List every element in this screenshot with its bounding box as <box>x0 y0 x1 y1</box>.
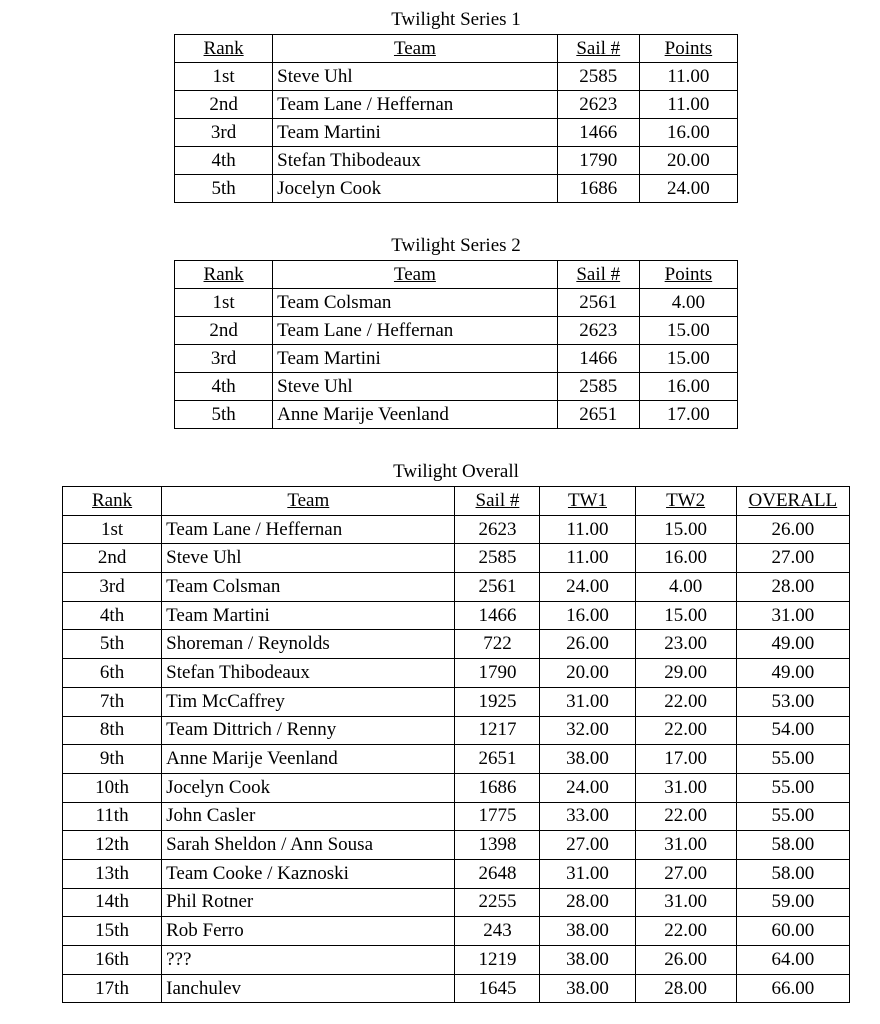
points-cell: 11.00 <box>639 63 737 91</box>
team-cell: Anne Marije Veenland <box>162 745 455 774</box>
overall-cell: 49.00 <box>736 630 849 659</box>
sail-cell: 2585 <box>557 63 639 91</box>
tw1-cell: 31.00 <box>540 687 635 716</box>
rank-cell: 8th <box>63 716 162 745</box>
tw2-cell: 22.00 <box>635 687 736 716</box>
tw1-cell: 31.00 <box>540 859 635 888</box>
sail-cell: 2561 <box>557 289 639 317</box>
column-header: OVERALL <box>736 487 849 516</box>
column-header: Rank <box>63 487 162 516</box>
sail-cell: 1219 <box>455 946 540 975</box>
sail-cell: 1925 <box>455 687 540 716</box>
sail-cell: 1645 <box>455 974 540 1003</box>
column-header: Sail # <box>557 35 639 63</box>
column-header: Sail # <box>557 261 639 289</box>
tw1-cell: 28.00 <box>540 888 635 917</box>
rank-cell: 17th <box>63 974 162 1003</box>
table-row <box>63 974 850 1003</box>
team-cell: Team Lane / Heffernan <box>162 515 455 544</box>
table-row <box>63 773 850 802</box>
team-cell: Team Dittrich / Renny <box>162 716 455 745</box>
sail-cell: 1466 <box>455 601 540 630</box>
sail-cell: 2585 <box>455 544 540 573</box>
points-cell: 24.00 <box>639 175 737 203</box>
rank-cell: 1st <box>175 289 273 317</box>
rank-cell: 14th <box>63 888 162 917</box>
rank-cell: 3rd <box>175 119 273 147</box>
points-cell: 16.00 <box>639 373 737 401</box>
series1-title: Twilight Series 1 <box>391 9 521 30</box>
tw1-cell: 24.00 <box>540 773 635 802</box>
points-cell: 17.00 <box>639 401 737 429</box>
overall-cell: 49.00 <box>736 659 849 688</box>
tw2-cell: 16.00 <box>635 544 736 573</box>
tw2-cell: 22.00 <box>635 716 736 745</box>
team-cell: Team Colsman <box>273 289 558 317</box>
tw1-cell: 24.00 <box>540 573 635 602</box>
column-header: Team <box>273 261 558 289</box>
table-row <box>63 745 850 774</box>
overall-cell: 58.00 <box>736 859 849 888</box>
points-cell: 20.00 <box>639 147 737 175</box>
table-row <box>175 345 738 373</box>
team-cell: Team Martini <box>162 601 455 630</box>
column-header: Points <box>639 35 737 63</box>
tw2-cell: 31.00 <box>635 888 736 917</box>
rank-cell: 5th <box>63 630 162 659</box>
sail-cell: 1775 <box>455 802 540 831</box>
team-cell: Team Colsman <box>162 573 455 602</box>
table-row <box>175 91 738 119</box>
rank-cell: 15th <box>63 917 162 946</box>
series1-table <box>174 34 738 203</box>
tw2-cell: 23.00 <box>635 630 736 659</box>
overall-cell: 59.00 <box>736 888 849 917</box>
tw1-cell: 20.00 <box>540 659 635 688</box>
tw1-cell: 32.00 <box>540 716 635 745</box>
rank-cell: 4th <box>175 373 273 401</box>
points-cell: 11.00 <box>639 91 737 119</box>
rank-cell: 1st <box>175 63 273 91</box>
overall-title: Twilight Overall <box>393 461 519 482</box>
header-row <box>175 35 738 63</box>
table-row <box>175 373 738 401</box>
team-cell: Jocelyn Cook <box>273 175 558 203</box>
rank-cell: 12th <box>63 831 162 860</box>
table-row <box>63 946 850 975</box>
tw2-cell: 31.00 <box>635 773 736 802</box>
series2-title: Twilight Series 2 <box>391 235 521 256</box>
tw1-cell: 38.00 <box>540 917 635 946</box>
tw1-cell: 38.00 <box>540 946 635 975</box>
sail-cell: 1217 <box>455 716 540 745</box>
column-header: Team <box>273 35 558 63</box>
team-cell: Team Martini <box>273 119 558 147</box>
team-cell: Team Cooke / Kaznoski <box>162 859 455 888</box>
team-cell: Anne Marije Veenland <box>273 401 558 429</box>
column-header: TW1 <box>540 487 635 516</box>
sail-cell: 1466 <box>557 345 639 373</box>
series2-table <box>174 260 738 429</box>
overall-cell: 26.00 <box>736 515 849 544</box>
table-row <box>63 515 850 544</box>
team-cell: Stefan Thibodeaux <box>273 147 558 175</box>
points-cell: 15.00 <box>639 345 737 373</box>
overall-cell: 55.00 <box>736 773 849 802</box>
sail-cell: 1398 <box>455 831 540 860</box>
overall-cell: 31.00 <box>736 601 849 630</box>
overall-cell: 55.00 <box>736 745 849 774</box>
team-cell: Rob Ferro <box>162 917 455 946</box>
table-row <box>63 687 850 716</box>
team-cell: Shoreman / Reynolds <box>162 630 455 659</box>
table-row <box>175 147 738 175</box>
tw1-cell: 38.00 <box>540 745 635 774</box>
team-cell: Jocelyn Cook <box>162 773 455 802</box>
table-row <box>63 659 850 688</box>
column-header: Sail # <box>455 487 540 516</box>
team-cell: Team Lane / Heffernan <box>273 91 558 119</box>
sail-cell: 243 <box>455 917 540 946</box>
rank-cell: 4th <box>63 601 162 630</box>
rank-cell: 9th <box>63 745 162 774</box>
sail-cell: 2585 <box>557 373 639 401</box>
column-header: Rank <box>175 35 273 63</box>
sail-cell: 2651 <box>557 401 639 429</box>
overall-table <box>62 486 850 1003</box>
header-row <box>175 261 738 289</box>
rank-cell: 2nd <box>175 91 273 119</box>
sail-cell: 722 <box>455 630 540 659</box>
sail-cell: 1790 <box>557 147 639 175</box>
sail-cell: 2561 <box>455 573 540 602</box>
sail-cell: 2651 <box>455 745 540 774</box>
table-row <box>63 859 850 888</box>
rank-cell: 3rd <box>63 573 162 602</box>
tw1-cell: 16.00 <box>540 601 635 630</box>
table-row <box>175 401 738 429</box>
table-row <box>175 289 738 317</box>
table-row <box>63 544 850 573</box>
tw2-cell: 28.00 <box>635 974 736 1003</box>
team-cell: Sarah Sheldon / Ann Sousa <box>162 831 455 860</box>
team-cell: Steve Uhl <box>162 544 455 573</box>
tw2-cell: 15.00 <box>635 601 736 630</box>
tw2-cell: 15.00 <box>635 515 736 544</box>
overall-cell: 53.00 <box>736 687 849 716</box>
sail-cell: 2623 <box>557 317 639 345</box>
rank-cell: 16th <box>63 946 162 975</box>
team-cell: Steve Uhl <box>273 63 558 91</box>
team-cell: Team Lane / Heffernan <box>273 317 558 345</box>
sail-cell: 2623 <box>455 515 540 544</box>
team-cell: Team Martini <box>273 345 558 373</box>
overall-cell: 27.00 <box>736 544 849 573</box>
sail-cell: 1686 <box>455 773 540 802</box>
column-header: TW2 <box>635 487 736 516</box>
tw2-cell: 22.00 <box>635 802 736 831</box>
sail-cell: 2648 <box>455 859 540 888</box>
tw1-cell: 27.00 <box>540 831 635 860</box>
tw2-cell: 29.00 <box>635 659 736 688</box>
tw1-cell: 11.00 <box>540 544 635 573</box>
overall-cell: 28.00 <box>736 573 849 602</box>
table-row <box>63 601 850 630</box>
team-cell: Phil Rotner <box>162 888 455 917</box>
sail-cell: 2623 <box>557 91 639 119</box>
table-row <box>175 317 738 345</box>
tw2-cell: 17.00 <box>635 745 736 774</box>
team-cell: Steve Uhl <box>273 373 558 401</box>
tw1-cell: 26.00 <box>540 630 635 659</box>
tw2-cell: 31.00 <box>635 831 736 860</box>
header-row <box>63 487 850 516</box>
overall-cell: 64.00 <box>736 946 849 975</box>
rank-cell: 2nd <box>175 317 273 345</box>
table-row <box>63 888 850 917</box>
sail-cell: 2255 <box>455 888 540 917</box>
table-row <box>175 119 738 147</box>
column-header: Rank <box>175 261 273 289</box>
tw2-cell: 27.00 <box>635 859 736 888</box>
tw1-cell: 38.00 <box>540 974 635 1003</box>
rank-cell: 3rd <box>175 345 273 373</box>
rank-cell: 7th <box>63 687 162 716</box>
tw2-cell: 4.00 <box>635 573 736 602</box>
table-row <box>175 175 738 203</box>
sail-cell: 1686 <box>557 175 639 203</box>
table-row <box>63 630 850 659</box>
tw1-cell: 11.00 <box>540 515 635 544</box>
rank-cell: 5th <box>175 401 273 429</box>
tw2-cell: 26.00 <box>635 946 736 975</box>
table-row <box>63 716 850 745</box>
overall-cell: 66.00 <box>736 974 849 1003</box>
rank-cell: 5th <box>175 175 273 203</box>
rank-cell: 4th <box>175 147 273 175</box>
points-cell: 4.00 <box>639 289 737 317</box>
points-cell: 16.00 <box>639 119 737 147</box>
team-cell: ??? <box>162 946 455 975</box>
points-cell: 15.00 <box>639 317 737 345</box>
team-cell: Tim McCaffrey <box>162 687 455 716</box>
overall-cell: 60.00 <box>736 917 849 946</box>
rank-cell: 10th <box>63 773 162 802</box>
team-cell: Stefan Thibodeaux <box>162 659 455 688</box>
overall-cell: 58.00 <box>736 831 849 860</box>
column-header: Points <box>639 261 737 289</box>
table-row <box>63 573 850 602</box>
table-row <box>63 917 850 946</box>
rank-cell: 11th <box>63 802 162 831</box>
tw2-cell: 22.00 <box>635 917 736 946</box>
team-cell: Ianchulev <box>162 974 455 1003</box>
rank-cell: 2nd <box>63 544 162 573</box>
overall-cell: 54.00 <box>736 716 849 745</box>
overall-cell: 55.00 <box>736 802 849 831</box>
rank-cell: 6th <box>63 659 162 688</box>
rank-cell: 1st <box>63 515 162 544</box>
table-row <box>63 802 850 831</box>
rank-cell: 13th <box>63 859 162 888</box>
table-row <box>63 831 850 860</box>
table-row <box>175 63 738 91</box>
column-header: Team <box>162 487 455 516</box>
tw1-cell: 33.00 <box>540 802 635 831</box>
sail-cell: 1790 <box>455 659 540 688</box>
team-cell: John Casler <box>162 802 455 831</box>
sail-cell: 1466 <box>557 119 639 147</box>
